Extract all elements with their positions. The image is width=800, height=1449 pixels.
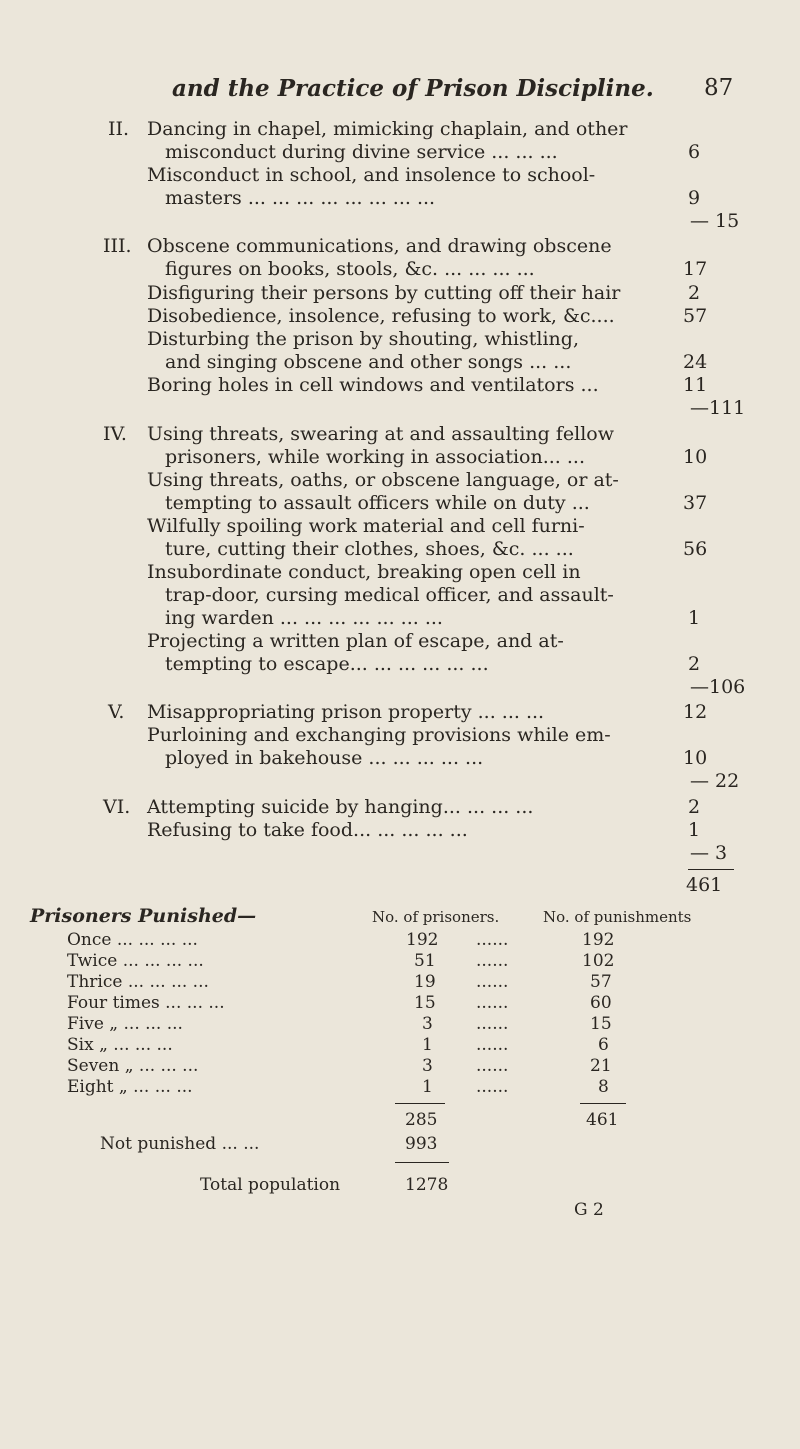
column-header-punishments: No. of punishments [543,908,692,926]
row-punishments: 192 [582,930,615,950]
offence-line: Using threats, oaths, or obscene language, or at- [147,469,619,491]
row-leader-dots: ...... [476,1014,509,1034]
row-label: Eight „ ... ... ... [67,1077,193,1097]
row-label: Once ... ... ... ... [67,930,198,950]
offence-line: Boring holes in cell windows and ventilators ... [147,374,599,396]
page-number: 87 [704,75,734,101]
offence-line: Misconduct in school, and insolence to school- [147,164,596,186]
row-leader-dots: ...... [476,972,509,992]
offence-line: Refusing to take food... ... ... ... ... [147,819,468,841]
offence-line: figures on books, stools, &c. ... ... ... ... [165,258,535,280]
row-prisoners: 3 [422,1056,433,1076]
offence-line: tempting to assault officers while on duty ... [165,492,590,514]
row-prisoners: 3 [422,1014,433,1034]
section-numeral: III. [103,235,132,257]
offence-count: 24 [683,351,708,373]
total-rule [688,869,734,870]
row-prisoners: 19 [414,972,436,992]
section-numeral: II. [108,118,130,140]
offence-line: Disobedience, insolence, refusing to work, &c.... [147,305,615,327]
offence-count: 37 [683,492,708,514]
offence-count: 10 [683,747,708,769]
offence-count: 12 [683,701,708,723]
grand-total: 461 [686,874,723,896]
offence-line: Purloining and exchanging provisions while em- [147,724,611,746]
running-header-title: and the Practice of Prison Discipline. [172,75,654,102]
section-subtotal: — 22 [690,770,740,792]
section-subtotal: —111 [690,397,746,419]
offence-line: Disturbing the prison by shouting, whistling, [147,328,579,350]
offence-count: 6 [688,141,701,163]
section-numeral: VI. [103,796,131,818]
section-subtotal: —106 [690,676,746,698]
section-subtotal: — 3 [690,842,728,864]
row-prisoners: 192 [406,930,439,950]
row-punishments: 15 [590,1014,612,1034]
offence-line: Disfiguring their persons by cutting off their hair [147,282,621,304]
row-label: Seven „ ... ... ... [67,1056,199,1076]
row-punishments: 102 [582,951,615,971]
offence-line: tempting to escape... ... ... ... ... ... [165,653,489,675]
offence-line: Attempting suicide by hanging... ... ... ... [147,796,534,818]
total-punishments: 461 [586,1110,619,1130]
offence-count: 2 [688,796,701,818]
offence-count: 2 [688,653,701,675]
section-subtotal: — 15 [690,210,740,232]
row-prisoners: 51 [414,951,436,971]
offence-line: trap-door, cursing medical officer, and assault- [165,584,614,606]
offence-line: and singing obscene and other songs ... ... [165,351,572,373]
offence-count: 1 [688,607,701,629]
offence-line: Dancing in chapel, mimicking chaplain, and other [147,118,628,140]
population-rule [395,1162,449,1163]
offence-count: 2 [688,282,701,304]
offence-line: ture, cutting their clothes, shoes, &c. ... ... [165,538,574,560]
row-leader-dots: ...... [476,993,509,1013]
row-punishments: 60 [590,993,612,1013]
punishments-total-rule [580,1103,626,1104]
offence-count: 1 [688,819,701,841]
row-leader-dots: ...... [476,930,509,950]
total-population: 1278 [405,1175,449,1195]
offence-count: 57 [683,305,708,327]
offence-line: ing warden ... ... ... ... ... ... ... [165,607,443,629]
total-population-label: Total population [200,1175,341,1195]
offence-count: 56 [683,538,708,560]
offence-line: misconduct during divine service ... ... ... [165,141,558,163]
row-prisoners: 1 [422,1077,433,1097]
offence-line: Misappropriating prison property ... ... ... [147,701,545,723]
punished-heading: Prisoners Punished— [30,905,257,927]
offence-count: 9 [688,187,701,209]
column-header-prisoners: No. of prisoners. [372,908,500,926]
row-label: Thrice ... ... ... ... [67,972,209,992]
signature-mark: G 2 [574,1200,604,1220]
row-label: Six „ ... ... ... [67,1035,173,1055]
offence-count: 10 [683,446,708,468]
row-punishments: 21 [590,1056,612,1076]
offence-count: 17 [683,258,708,280]
offence-line: ployed in bakehouse ... ... ... ... ... [165,747,484,769]
not-punished-label: Not punished ... ... [100,1134,260,1154]
offence-line: prisoners, while working in association... ... [165,446,585,468]
row-leader-dots: ...... [476,1077,509,1097]
section-numeral: V. [108,701,125,723]
row-leader-dots: ...... [476,1056,509,1076]
row-prisoners: 15 [414,993,436,1013]
offence-count: 11 [683,374,708,396]
row-leader-dots: ...... [476,951,509,971]
offence-line: Wilfully spoiling work material and cell furni- [147,515,585,537]
offence-line: masters ... ... ... ... ... ... ... ... [165,187,436,209]
row-label: Twice ... ... ... ... [67,951,204,971]
prisoners-total-rule [395,1103,445,1104]
row-prisoners: 1 [422,1035,433,1055]
offence-line: Using threats, swearing at and assaulting fellow [147,423,614,445]
row-label: Five „ ... ... ... [67,1014,183,1034]
offence-line: Obscene communications, and drawing obscene [147,235,612,257]
offence-line: Insubordinate conduct, breaking open cell in [147,561,581,583]
total-prisoners: 285 [405,1110,438,1130]
row-punishments: 57 [590,972,612,992]
not-punished-count: 993 [405,1134,438,1154]
row-label: Four times ... ... ... [67,993,225,1013]
offence-line: Projecting a written plan of escape, and at- [147,630,564,652]
row-leader-dots: ...... [476,1035,509,1055]
row-punishments: 6 [598,1035,609,1055]
row-punishments: 8 [598,1077,609,1097]
section-numeral: IV. [103,423,127,445]
